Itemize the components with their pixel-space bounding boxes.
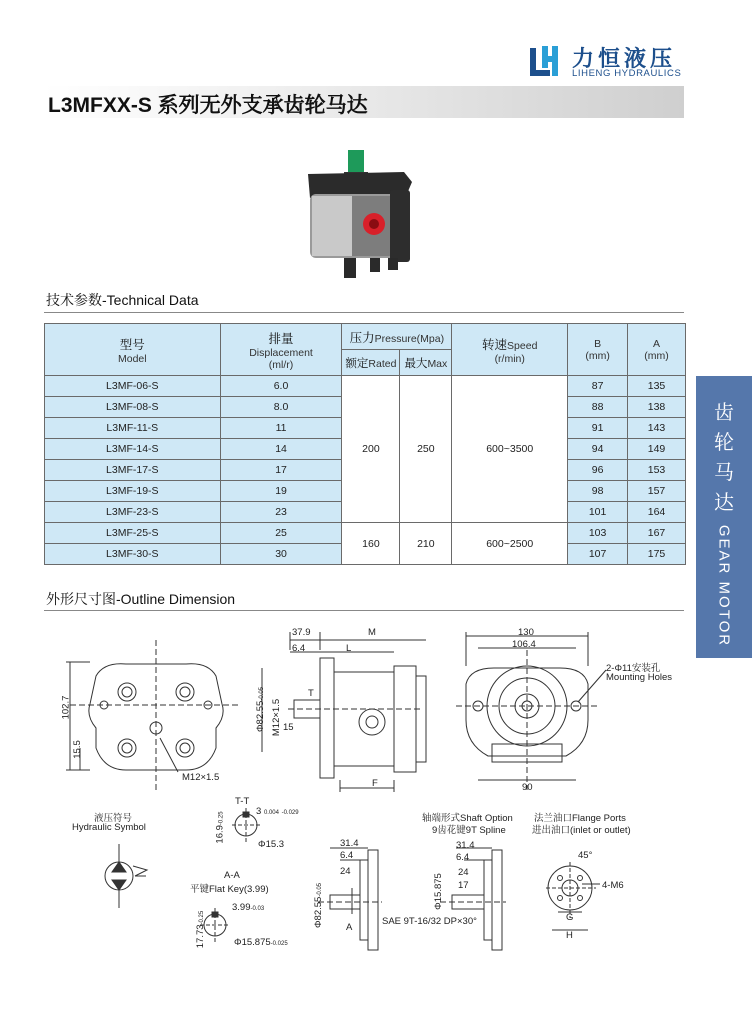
dim-aa-1773 [195,911,206,948]
header-b-label: B [594,337,602,350]
header-pressure-cn: 压力 [349,330,375,345]
dim-shaft2-314: 31.4 [456,840,475,851]
dim-shaft2-64: 6.4 [456,852,470,863]
cell-model: L3MF-08-S [45,397,221,418]
dim-aa-399-tol: -0.03 [250,906,265,912]
dim-tt-169-tol: -0.25 [218,811,225,826]
dim-rear-90: 90 [522,782,533,793]
dim-tt-tol-a: 0.004 [263,810,279,816]
dim-flange-h: H [566,930,573,941]
dim-tt-3 [256,806,299,817]
dim-side-f: F [372,778,378,789]
flange-title-cn: 法兰油口Flange Ports [534,813,626,824]
cell-a: 175 [628,544,686,565]
header-speed-cn: 转速 [482,337,508,352]
section-tech-line [44,312,684,313]
header-pressure [342,324,452,350]
dim-shaft1-24: 24 [340,866,351,877]
dim-rear-130: 130 [518,627,534,638]
header-disp-cn: 排量 [268,331,294,346]
dim-side-379: 37.9 [292,627,311,638]
cell-a: 149 [628,439,686,460]
cell-model: L3MF-11-S [45,418,221,439]
header-rated-cn: 额定 [345,357,369,370]
dim-tt-169 [215,811,226,843]
section-outline-line [44,610,684,611]
cell-disp: 30 [220,544,342,565]
brand-name-cn: 力恒液压 [572,46,677,71]
cell-model: L3MF-25-S [45,523,221,544]
cell-speed-group1: 600~3500 [452,376,568,523]
dim-aa-1773-tol: -0.25 [199,910,206,925]
dim-front-height: 102.7 [60,695,72,720]
dim-side-dia-tol: -0.05 [259,686,266,701]
cell-max-group2: 210 [400,523,452,565]
side-tab [696,376,752,658]
cell-a: 167 [628,523,686,544]
dim-flange-45: 45° [578,850,593,861]
dim-side-64: 6.4 [292,643,306,654]
dim-aa-399-value: 3.99 [232,902,251,913]
symbol-title-en: Hydraulic Symbol [72,822,146,833]
header-b-unit: (mm) [585,349,610,362]
dim-shaft1-dia-tol: -0.05 [317,882,324,897]
header-speed-unit: (r/min) [494,352,525,365]
dim-shaft1-dia [313,883,324,928]
cell-a: 135 [628,376,686,397]
dim-shaft2-sae: SAE 9T-16/32 DP×30° [382,916,477,927]
dim-side-t: T [308,688,314,699]
dim-aa-399 [232,902,264,913]
cell-rated-group1: 200 [342,376,400,523]
cell-disp: 8.0 [220,397,342,418]
header-displacement [220,324,342,376]
brand-logo [528,42,698,84]
cell-model: L3MF-06-S [45,376,221,397]
shaft-option-title-en: 9齿花键9T Spline [432,825,506,836]
header-a-unit: (mm) [644,349,669,362]
cell-disp: 17 [220,460,342,481]
section-tt-title: T-T [235,796,250,807]
dim-aa-15875 [234,937,288,948]
cell-disp: 23 [220,502,342,523]
gear-motor-image [300,150,420,290]
dim-tt-153: Φ15.3 [258,839,285,850]
spec-table [44,323,686,565]
dim-shaft2-24: 24 [458,867,469,878]
dim-aa-15875-value: Φ15.875 [234,937,271,948]
cell-model: L3MF-14-S [45,439,221,460]
title-bar [44,86,684,118]
table-row [45,523,686,544]
section-aa-key: 平键Flat Key(3.99) [190,884,269,895]
dim-shaft1-a: A [346,922,353,933]
cell-model: L3MF-23-S [45,502,221,523]
dim-flange-4m6: 4-M6 [602,880,624,891]
side-char: 齿 [714,402,734,424]
header-speed-en: Speed [507,339,538,352]
header-disp-en: Displacement [249,346,313,359]
flange-title-en: 进出油口(inlet or outlet) [532,825,631,836]
cell-disp: 14 [220,439,342,460]
side-char: 马 [714,462,734,484]
cell-disp: 25 [220,523,342,544]
cell-rated-group2: 160 [342,523,400,565]
dim-front-thread: M12×1.5 [182,772,220,783]
cell-speed-group2: 600~2500 [452,523,568,565]
header-disp-unit: (ml/r) [268,358,294,371]
dim-shaft2-17: 17 [458,880,469,891]
cell-b: 101 [568,502,628,523]
dim-shaft2-dia: Φ15.875 [432,873,444,910]
dim-side-l: L [346,643,352,654]
cell-b: 107 [568,544,628,565]
header-rated [342,350,400,376]
cell-model: L3MF-30-S [45,544,221,565]
brand-name-en: LIHENG HYDRAULICS [572,68,682,79]
cell-b: 96 [568,460,628,481]
shaft-option-title-cn: 轴端形式Shaft Option [422,813,513,824]
cell-a: 153 [628,460,686,481]
cell-a: 157 [628,481,686,502]
dim-rear-holes-en: Mounting Holes [606,672,673,683]
header-speed [452,324,568,376]
header-b [568,324,628,376]
header-model-en: Model [118,352,147,365]
symbol-title-cn: 液压符号 [94,813,133,824]
page-title: L3MFXX-S 系列无外支承齿轮马达 [48,94,368,117]
header-pressure-en: Pressure(Mpa) [374,332,445,345]
section-aa-title: A-A [224,870,240,881]
dim-flange-g: G [566,912,574,923]
side-tab-en: GEAR MOTOR [715,524,733,648]
dim-tt-3-value: 3 [256,806,262,817]
dim-tt-169-value: 16.9 [214,825,226,844]
header-max-cn: 最大 [404,357,428,370]
header-max [400,350,452,376]
cell-b: 98 [568,481,628,502]
dim-side-m: M [368,627,376,638]
header-max-en: Max [427,357,448,370]
dim-aa-15875-tol: -0.025 [270,941,288,947]
dim-shaft1-dia-value: Φ82.55 [313,896,325,929]
logo-mark-icon [528,44,560,78]
cell-model: L3MF-19-S [45,481,221,502]
side-tab-en-wrap [696,516,752,656]
dim-aa-1773-value: 17.73 [195,924,207,949]
dim-rear-holes-cn: 2-Φ11安装孔 [606,663,661,674]
header-model [45,324,221,376]
dim-front-height2: 15.5 [71,740,83,759]
cell-a: 164 [628,502,686,523]
section-tech-title: 技术参数-Technical Data [46,292,199,308]
outline-drawings [0,616,700,966]
header-rated-en: Rated [368,357,397,370]
cell-b: 88 [568,397,628,418]
cell-b: 87 [568,376,628,397]
dim-tt-tol-b: -0.029 [281,810,299,816]
cell-b: 94 [568,439,628,460]
cell-disp: 11 [220,418,342,439]
dim-shaft1-64: 6.4 [340,850,354,861]
cell-model: L3MF-17-S [45,460,221,481]
dim-shaft1-314: 31.4 [340,838,359,849]
dim-side-dia [255,687,266,732]
header-model-cn: 型号 [119,337,145,352]
cell-disp: 6.0 [220,376,342,397]
cell-a: 143 [628,418,686,439]
section-outline-title: 外形尺寸图-Outline Dimension [46,591,236,607]
table-row [45,376,686,397]
header-a-label: A [653,337,661,350]
dim-side-15: 15 [283,722,294,733]
side-tab-cn [696,398,752,518]
cell-b: 91 [568,418,628,439]
dim-rear-1064: 106.4 [512,639,536,650]
dim-side-dia-value: Φ82.55 [255,700,267,733]
cell-a: 138 [628,397,686,418]
cell-max-group1: 250 [400,376,452,523]
cell-disp: 19 [220,481,342,502]
side-char: 达 [714,492,734,514]
side-char: 轮 [714,432,734,454]
header-a [628,324,686,376]
dim-side-thread: M12×1.5 [271,698,283,737]
cell-b: 103 [568,523,628,544]
